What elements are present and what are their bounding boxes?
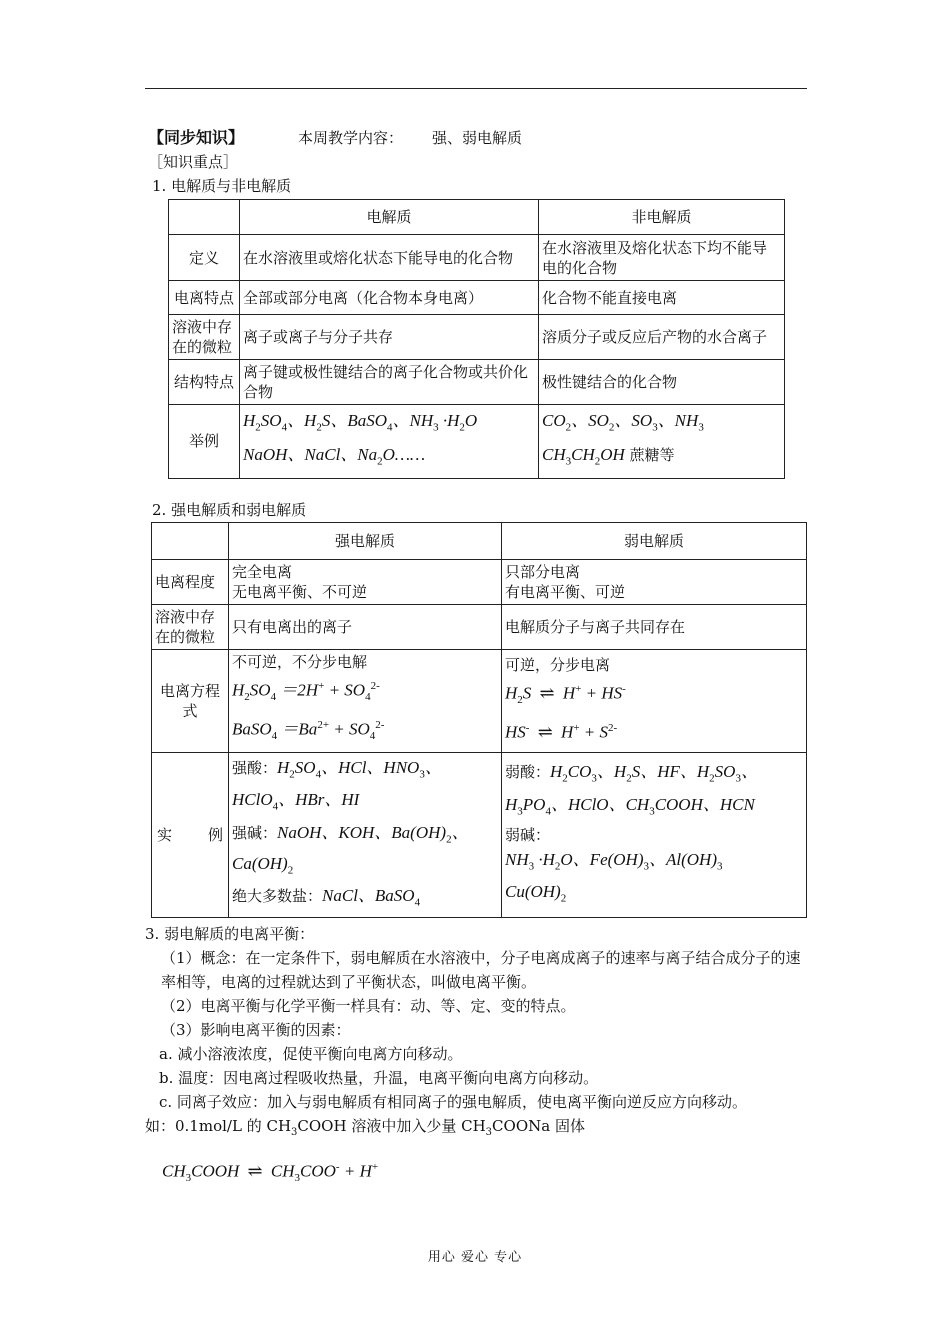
factor-b: b. 温度：因电离过程吸收热量，升温，电离平衡向电离方向移动。 xyxy=(159,1069,599,1087)
key-points-heading: ［知识重点］ xyxy=(148,153,239,171)
weak-bases-line2: $Cu(OH)_2$ xyxy=(505,882,567,905)
particles-nonelectrolyte: 溶质分子或反应后产物的水合离子 xyxy=(539,315,785,360)
concept-paragraph xyxy=(145,946,807,994)
row-label-particles: 溶液中存在的微粒 xyxy=(169,315,240,360)
weak-acid-label: 弱酸： xyxy=(505,763,551,782)
degree-weak-line2: 有电离平衡、可逆 xyxy=(505,583,626,601)
ellipsis: …… xyxy=(394,445,426,465)
definition-electrolyte: 在水溶液里或熔化状态下能导电的化合物 xyxy=(240,235,539,281)
strong-weak-table xyxy=(151,522,807,918)
row-label-ionization: 电离特点 xyxy=(169,281,240,315)
section1-title: 1. 电解质与非电解质 xyxy=(152,177,292,195)
section3-title: 3. 弱电解质的电离平衡： xyxy=(145,925,315,943)
electrolyte-table xyxy=(168,199,785,479)
example-label-2: 例 xyxy=(207,826,223,845)
equation-strong xyxy=(229,650,502,753)
week-content-label: 本周教学内容： xyxy=(298,129,404,147)
degree-weak xyxy=(502,560,807,605)
example-nonelectrolyte xyxy=(539,405,785,479)
row-label-structure: 结构特点 xyxy=(169,360,240,405)
reversible-arrow-icon: ⇌ xyxy=(539,682,555,703)
factor-c: c. 同离子效应：加入与弱电解质有相同离子的强电解质，使电离平衡向逆反应方向移动。 xyxy=(159,1093,747,1111)
structure-electrolyte: 离子键或极性键结合的离子化合物或共价化合物 xyxy=(240,360,539,405)
eq-hs: HS- ⇌ $H^+ + S^{2-}$ xyxy=(505,721,618,742)
factors-heading: （3）影响电离平衡的因素： xyxy=(161,1021,351,1039)
eq-baso4: BaSO$_4$ $=Ba^{2+} + SO_4^{2-}$ xyxy=(232,719,385,743)
degree-weak-line1: 只部分电离 xyxy=(505,563,581,581)
example-line: 如：0.1mol/L 的 $CH_3COOH$ 溶液中加入少量 $CH_3COONa$ 固体 xyxy=(145,1117,585,1138)
weak-acids: 弱酸：$H_2CO_3$、$H_2S$、HF、$H_2SO_3$、 xyxy=(505,762,758,785)
example-suffix: 固体 xyxy=(550,1117,585,1135)
example-mid: 溶液中加入少量 xyxy=(346,1117,462,1135)
weak-base-label: 弱碱： xyxy=(505,826,551,845)
reversible-arrow-icon: ⇌ xyxy=(537,721,553,742)
strong-base-label: 强碱： xyxy=(232,823,278,842)
section2-title: 2. 强电解质和弱电解质 xyxy=(152,501,307,519)
equation-weak xyxy=(502,650,807,753)
header-rule xyxy=(145,88,807,89)
reversible-arrow-icon: ⇌ xyxy=(247,1160,263,1181)
strong-acid-label: 强酸： xyxy=(232,759,278,778)
ionization-nonelectrolyte: 化合物不能直接电离 xyxy=(539,281,785,315)
col-electrolyte: 电解质 xyxy=(240,200,539,235)
particles-strong: 只有电离出的离子 xyxy=(229,605,502,650)
nonelectrolyte-formulas-line1: $CO_2$、$SO_2$、$SO_3$、$NH_3$ xyxy=(542,411,704,434)
example-label-1: 实 xyxy=(157,826,173,845)
salts: 绝大多数盐：NaCl、BaSO$_4$ xyxy=(232,885,421,909)
degree-strong-line1: 完全电离 xyxy=(232,563,293,581)
row-label-examples xyxy=(152,753,229,918)
equation-weak-note: 可逆，分步电离 xyxy=(505,656,611,675)
weak-bases: $NH_3 \cdot H_2O$、$Fe(OH)_3$、$Al(OH)_3$ xyxy=(505,850,723,873)
ionization-electrolyte: 全部或部分电离（化合物本身电离） xyxy=(240,281,539,315)
col-nonelectrolyte: 非电解质 xyxy=(539,200,785,235)
corner-cell xyxy=(169,200,240,235)
electrolyte-formulas-line1: $H_2SO_4$、$H_2S$、BaSO$_4$、$NH_3 \cdot H_2O$ xyxy=(243,411,478,434)
examples-weak xyxy=(502,753,807,918)
example-electrolyte xyxy=(240,405,539,479)
concept-text: （1）概念：在一定条件下，弱电解质在水溶液中，分子电离成离子的速率与离子结合成分子的速率相等，电离的过程就达到了平衡状态，叫做电离平衡。 xyxy=(161,949,801,991)
nonelectrolyte-formulas-line2: $CH_3CH_2OH$ 蔗糖等 xyxy=(542,445,675,468)
degree-strong xyxy=(229,560,502,605)
row-label-definition: 定义 xyxy=(169,235,240,281)
features-paragraph: （2）电离平衡与化学平衡一样具有：动、等、定、变的特点。 xyxy=(161,997,576,1015)
topic-title: 强、弱电解质 xyxy=(432,129,523,147)
corner-cell xyxy=(152,523,229,560)
particles-weak: 电解质分子与离子共同存在 xyxy=(502,605,807,650)
acetic-acid-equilibrium: $CH_3COOH$ ⇌ $CH_3COO^- + H^+$ xyxy=(162,1160,379,1185)
eq-h2s: $H_2S$ ⇌ H+ + HS- xyxy=(505,682,626,707)
eq-h2so4: $H_2SO_4 =2H^+ + SO_4^{2-}$ xyxy=(232,680,380,704)
sync-knowledge-heading: 【同步知识】 xyxy=(148,128,245,147)
definition-nonelectrolyte: 在水溶液里及熔化状态下均不能导电的化合物 xyxy=(539,235,785,281)
col-strong: 强电解质 xyxy=(229,523,502,560)
salt-label: 绝大多数盐： xyxy=(232,886,323,905)
page-footer: 用心 爱心 专心 xyxy=(427,1250,523,1265)
row-label-particles: 溶液中存在的微粒 xyxy=(152,605,229,650)
sugar-text: 蔗糖等 xyxy=(629,446,675,465)
strong-acids: 强酸：$H_2SO_4$、HCl、$HNO_3$、 xyxy=(232,758,442,781)
degree-strong-line2: 无电离平衡、不可逆 xyxy=(232,583,368,601)
col-weak: 弱电解质 xyxy=(502,523,807,560)
example-prefix: 如：0.1mol/L 的 xyxy=(145,1117,267,1135)
particles-electrolyte: 离子或离子与分子共存 xyxy=(240,315,539,360)
factor-a: a. 减小溶液浓度，促使平衡向电离方向移动。 xyxy=(159,1045,463,1063)
strong-bases-line2: $Ca(OH)_2$ xyxy=(232,854,294,877)
weak-acids-line2: $H_3PO_4$、HClO、$CH_3COOH$、HCN xyxy=(505,794,755,818)
row-label-example: 举例 xyxy=(169,405,240,479)
section3 xyxy=(145,922,807,1145)
strong-bases: 强碱：NaOH、KOH、$Ba(OH)_2$、 xyxy=(232,822,469,846)
row-label-equation: 电离方程式 xyxy=(152,650,229,753)
row-label-degree: 电离程度 xyxy=(152,560,229,605)
equation-strong-note: 不可逆，不分步电解 xyxy=(232,653,368,671)
examples-strong xyxy=(229,753,502,918)
strong-acids-line2: HClO$_4$、HBr、HI xyxy=(232,790,360,813)
electrolyte-formulas-line2: NaOH、NaCl、$Na_2O\dots\dots$ xyxy=(243,445,426,468)
structure-nonelectrolyte: 极性键结合的化合物 xyxy=(539,360,785,405)
